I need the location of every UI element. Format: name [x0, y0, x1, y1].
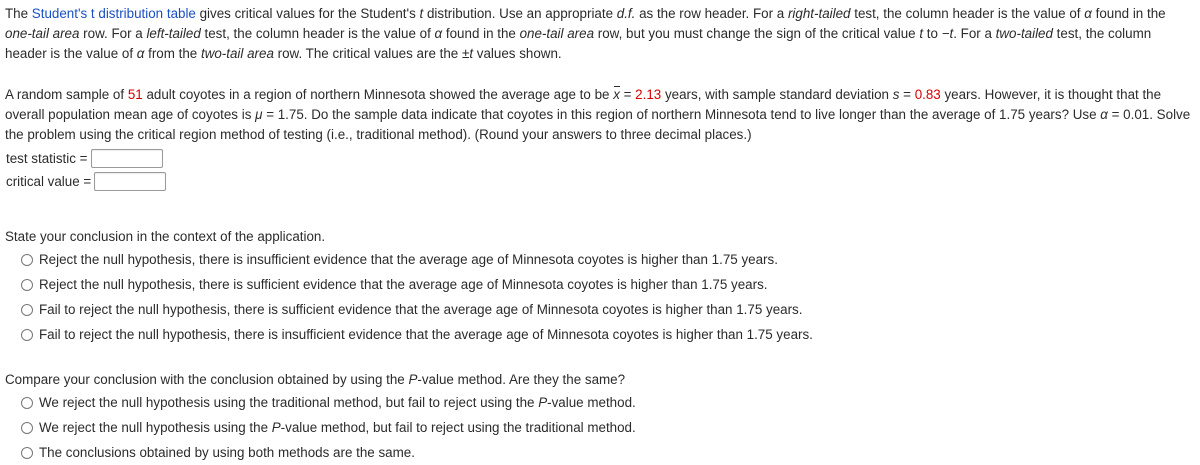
text: years, with sample standard deviation	[661, 87, 893, 102]
text: A random sample of	[5, 87, 128, 102]
sample-mean-value: 2.13	[635, 87, 662, 102]
radio-button[interactable]	[21, 422, 33, 434]
compare-prompt	[5, 370, 1195, 390]
text: -value method.	[547, 395, 636, 410]
text: = 1.75. Do the sample data indicate that coyotes in this region of northern Minnesota tend to live longer than the average of 1.75 years? Use	[262, 107, 1101, 122]
text: Compare your conclusion with the conclusion obtained by using the	[5, 372, 409, 387]
p-symbol: P	[271, 420, 281, 435]
radio-button[interactable]	[21, 447, 33, 459]
t-variable: t	[419, 6, 424, 21]
option-label	[39, 420, 636, 435]
text: -value method. Are they the same?	[417, 372, 626, 387]
text: =	[619, 87, 636, 102]
alpha-symbol: α	[1100, 107, 1108, 122]
critical-value-row	[5, 171, 1195, 191]
text: values shown.	[473, 46, 562, 61]
text: row. The critical values are the	[273, 46, 462, 61]
text: row. For a	[79, 26, 147, 41]
text: test, the column header is the value of	[5, 26, 1152, 61]
conclusion-options	[5, 247, 1195, 347]
text: gives critical values for the Student's	[195, 6, 420, 21]
problem-paragraph	[5, 85, 1195, 145]
sample-sd-value: 0.83	[914, 87, 941, 102]
p-symbol: P	[408, 372, 418, 387]
text: distribution. Use an appropriate	[423, 6, 617, 21]
sample-size-value: 51	[127, 87, 143, 102]
option-label: Reject the null hypothesis, there is sufficient evidence that the average age of Minnesota coyotes is higher than 1.75 years.	[39, 277, 768, 292]
s-symbol: s	[892, 87, 900, 102]
right-tailed-term: right-tailed	[787, 6, 851, 21]
alpha-symbol: α	[1084, 6, 1092, 21]
text: to	[923, 26, 942, 41]
text: = 0.01. Solve the problem using the critical region method of testing (i.e., traditional method). (Round your answers to three decimal places.)	[5, 107, 1191, 142]
p-symbol: P	[538, 395, 548, 410]
option-label: Reject the null hypothesis, there is insufficient evidence that the average age of Minnesota coyotes is higher than 1.75 years.	[39, 252, 778, 267]
test-statistic-row	[5, 148, 1195, 168]
alpha-symbol: α	[136, 46, 145, 61]
test-statistic-label: test statistic =	[6, 150, 88, 166]
x-bar-symbol: x	[613, 85, 620, 105]
text: found in the	[1091, 6, 1166, 21]
two-tailed-term: two-tailed	[995, 26, 1053, 41]
left-tailed-term: left-tailed	[146, 26, 201, 41]
text: test, the column header is the value of	[850, 6, 1085, 21]
option-label	[39, 395, 636, 410]
option-label: Fail to reject the null hypothesis, there is insufficient evidence that the average age of Minnesota coyotes is higher than 1.75 years.	[39, 327, 813, 342]
radio-button[interactable]	[21, 397, 33, 409]
radio-button[interactable]	[21, 329, 33, 341]
option-label: Fail to reject the null hypothesis, there is sufficient evidence that the average age of Minnesota coyotes is higher than 1.75 years.	[39, 302, 803, 317]
text: =	[899, 87, 915, 102]
text: test, the column header is the value of	[200, 26, 435, 41]
conclusion-option[interactable]	[21, 322, 1195, 347]
text: as the row header. For a	[635, 6, 788, 21]
mu-symbol: μ	[255, 107, 263, 122]
two-tail-area-term: two-tail area	[200, 46, 274, 61]
text: -value method, but fail to reject using the traditional method.	[280, 420, 636, 435]
compare-options	[5, 390, 1195, 465]
one-tail-area-term: one-tail area	[5, 26, 80, 41]
text: from the	[144, 46, 201, 61]
text: adult coyotes in a region of northern Minnesota showed the average age to be	[142, 87, 614, 102]
radio-button[interactable]	[21, 254, 33, 266]
t-distribution-table-link[interactable]: Student's t distribution table	[31, 6, 196, 21]
one-tail-area-term: one-tail area	[519, 26, 595, 41]
compare-option[interactable]	[21, 390, 1195, 415]
conclusion-option[interactable]	[21, 297, 1195, 322]
text: row, but you must change the sign of the critical value	[594, 26, 920, 41]
question-content	[5, 2, 1195, 465]
alpha-symbol: α	[434, 26, 443, 41]
text: . For a	[953, 26, 996, 41]
text: found in the	[442, 26, 520, 41]
test-statistic-input[interactable]	[91, 149, 163, 168]
text: years. However, it is thought that the overall population mean age of coyotes is	[5, 87, 1162, 122]
text: The	[5, 6, 32, 21]
compare-option[interactable]	[21, 415, 1195, 440]
df-term: d.f.	[616, 6, 636, 21]
critical-value-label: critical value =	[6, 173, 92, 189]
radio-button[interactable]	[21, 279, 33, 291]
critical-value-input[interactable]	[94, 172, 166, 191]
compare-option[interactable]	[21, 440, 1195, 465]
instructions-paragraph	[5, 4, 1195, 64]
conclusion-option[interactable]	[21, 247, 1195, 272]
text: We reject the null hypothesis using the traditional method, but fail to reject using the	[39, 395, 539, 410]
t-variable: t	[919, 26, 924, 41]
text: We reject the null hypothesis using the	[39, 420, 272, 435]
neg-t: −t	[941, 26, 954, 41]
option-label: The conclusions obtained by using both methods are the same.	[39, 445, 415, 460]
radio-button[interactable]	[21, 304, 33, 316]
conclusion-option[interactable]	[21, 272, 1195, 297]
pm-t: ±t	[461, 46, 474, 61]
conclusion-prompt: State your conclusion in the context of the application.	[5, 229, 326, 244]
